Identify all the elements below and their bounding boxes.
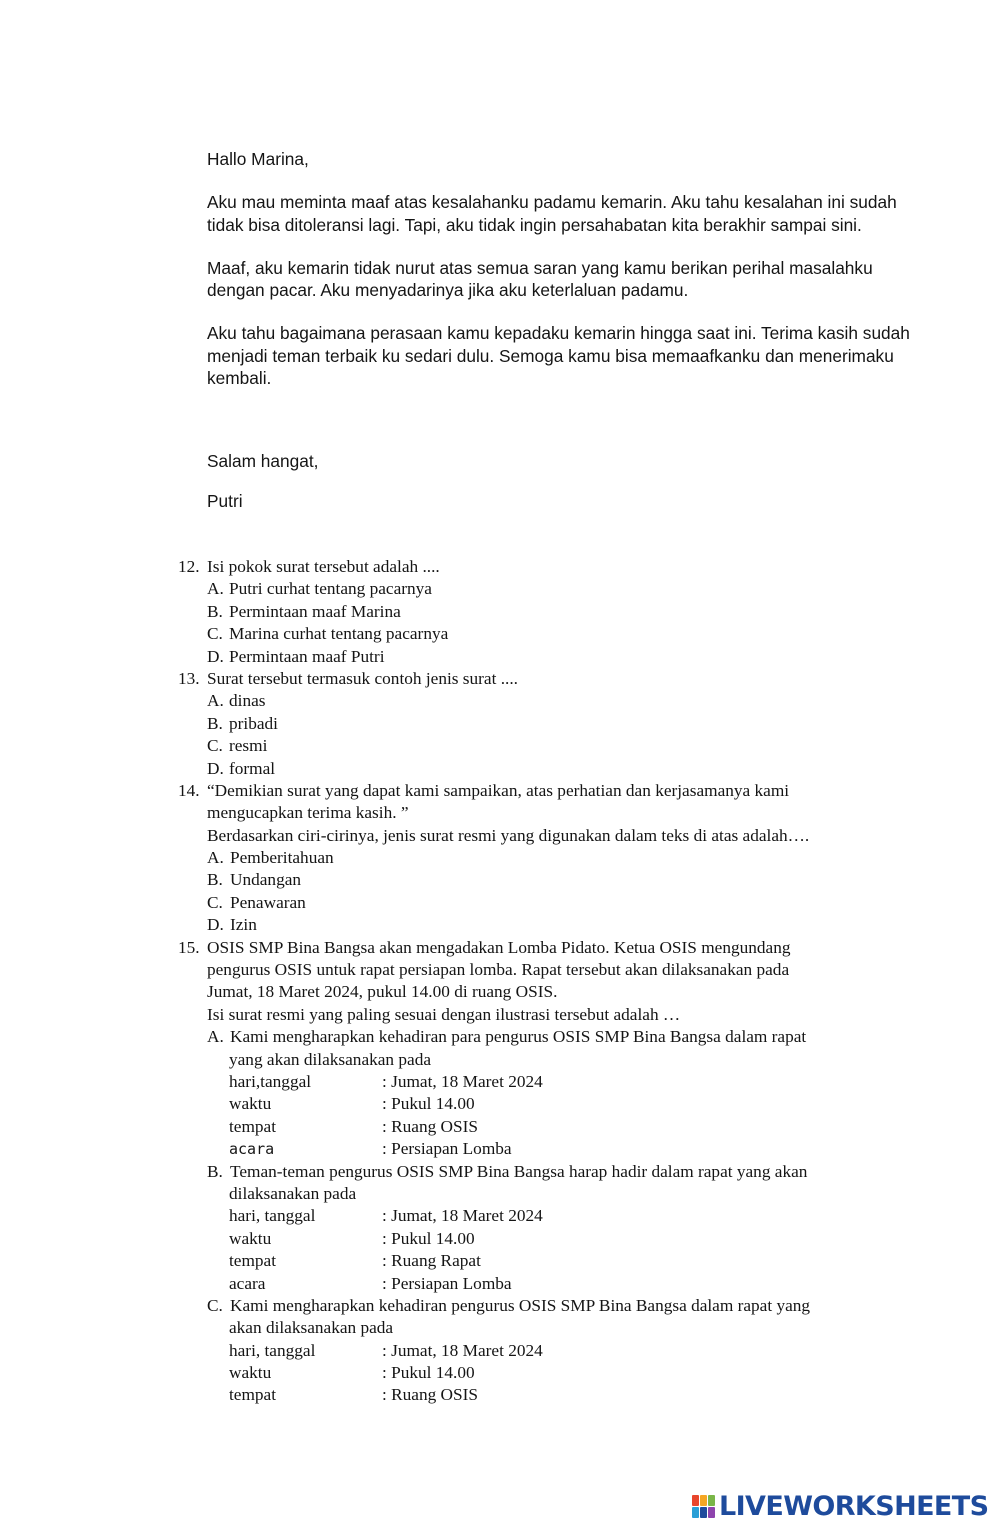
detail-row: hari,tanggal : Jumat, 18 Maret 2024 (229, 1071, 543, 1091)
question-text: Isi pokok surat tersebut adalah .... (207, 557, 440, 576)
question-text: “Demikian surat yang dapat kami sampaikan, atas perhatian dan kerjasamanya kami (207, 780, 790, 800)
letter-greeting: Hallo Marina, (207, 149, 309, 169)
question-text: Berdasarkan ciri-cirinya, jenis surat resmi yang digunakan dalam teks di atas adalah…. (207, 825, 810, 845)
option-c[interactable]: C. Penawaran (207, 892, 306, 912)
option-a[interactable]: A. Putri curhat tentang pacarnya (207, 579, 432, 599)
letter-paragraph: Maaf, aku kemarin tidak nurut atas semua saran yang kamu berikan perihal masalahku dengan pacar. Aku menyadarinya jika aku keterlaluan padamu. (207, 257, 873, 300)
question-13 (178, 668, 918, 780)
detail-row: hari, tanggal : Jumat, 18 Maret 2024 (229, 1340, 543, 1360)
detail-row: tempat : Ruang OSIS (229, 1116, 479, 1136)
option-b[interactable]: B. Permintaan maaf Marina (207, 601, 401, 621)
question-number: 15. (178, 937, 200, 957)
letter-paragraph: Aku tahu bagaimana perasaan kamu kepadaku kemarin hingga saat ini. Terima kasih sudah menjadi teman terbaik ku sedari dulu. Semoga kamu bisa memaafkanku dan menerimaku kembali. (207, 323, 910, 388)
letter-closing: Salam hangat, (207, 450, 319, 471)
option-a[interactable]: A. Kami mengharapkan kehadiran para pengurus OSIS SMP Bina Bangsa dalam rapat yang akan dilaksanakan pada hari,tanggal : Jumat, 18 Maret 2024 waktu : Pukul 14.00 tempat : Ruang OSIS acara : Persiapan Lomba (178, 1026, 918, 1160)
question-text: Isi surat resmi yang paling sesuai dengan ilustrasi tersebut adalah … (207, 1004, 681, 1024)
liveworksheets-logo-icon (692, 1495, 715, 1518)
option-c[interactable]: C. Marina curhat tentang pacarnya (207, 624, 449, 644)
letter-paragraph: Aku mau meminta maaf atas kesalahanku padamu kemarin. Aku tahu kesalahan ini sudah tidak bisa ditoleransi lagi. Tapi, aku tidak ingin persahabatan kita berakhir sampai sini. (207, 192, 897, 235)
option-c[interactable]: C. Kami mengharapkan kehadiran pengurus OSIS SMP Bina Bangsa dalam rapat yang akan dilaksanakan pada hari, tanggal : Jumat, 18 Maret 2024 waktu : Pukul 14.00 tempat : Ruang OSIS (178, 1295, 918, 1407)
question-text: mengucapkan terima kasih. ” (207, 803, 409, 823)
option-a[interactable]: A. Pemberitahuan (207, 848, 334, 868)
question-text: pengurus OSIS untuk rapat persiapan lomba. Rapat tersebut akan dilaksanakan pada (207, 960, 790, 980)
option-b[interactable]: B. Teman-teman pengurus OSIS SMP Bina Bangsa harap hadir dalam rapat yang akan dilaksanakan pada hari, tanggal : Jumat, 18 Maret 2024 waktu : Pukul 14.00 tempat : Ruang Rapat acara : Persiapan Lomba (178, 1161, 918, 1295)
question-12 (178, 556, 918, 668)
question-number: 14. (178, 780, 200, 800)
detail-row: waktu : Pukul 14.00 (229, 1363, 475, 1383)
detail-row: waktu : Pukul 14.00 (229, 1228, 475, 1248)
question-list (178, 556, 918, 1407)
option-b[interactable]: B. pribadi (207, 713, 278, 733)
option-a[interactable]: A. dinas (207, 691, 266, 711)
option-b[interactable]: B. Undangan (207, 870, 302, 890)
detail-row: tempat : Ruang OSIS (229, 1385, 479, 1405)
question-text: OSIS SMP Bina Bangsa akan mengadakan Lomba Pidato. Ketua OSIS mengundang (207, 937, 791, 957)
detail-row: hari, tanggal : Jumat, 18 Maret 2024 (229, 1206, 543, 1226)
liveworksheets-logo[interactable] (692, 1489, 988, 1523)
detail-row: tempat : Ruang Rapat (229, 1251, 481, 1271)
option-d[interactable]: D. Izin (207, 915, 257, 935)
logo-text: LIVEWORKSHEETS (719, 1490, 989, 1522)
question-14 (178, 780, 918, 937)
question-number: 13. (178, 668, 200, 688)
option-c[interactable]: C. resmi (207, 736, 268, 756)
question-15 (178, 937, 918, 1407)
letter-signature: Putri (207, 491, 243, 511)
question-number: 12. (178, 557, 200, 576)
detail-row: acara : Persiapan Lomba (229, 1139, 512, 1159)
option-d[interactable]: D. formal (207, 758, 276, 778)
question-text: Jumat, 18 Maret 2024, pukul 14.00 di ruang OSIS. (207, 982, 558, 1002)
detail-row: acara : Persiapan Lomba (229, 1273, 512, 1293)
detail-row: waktu : Pukul 14.00 (229, 1094, 475, 1114)
option-d[interactable]: D. Permintaan maaf Putri (207, 646, 385, 666)
letter (207, 148, 927, 533)
question-text: Surat tersebut termasuk contoh jenis surat .... (207, 668, 518, 688)
